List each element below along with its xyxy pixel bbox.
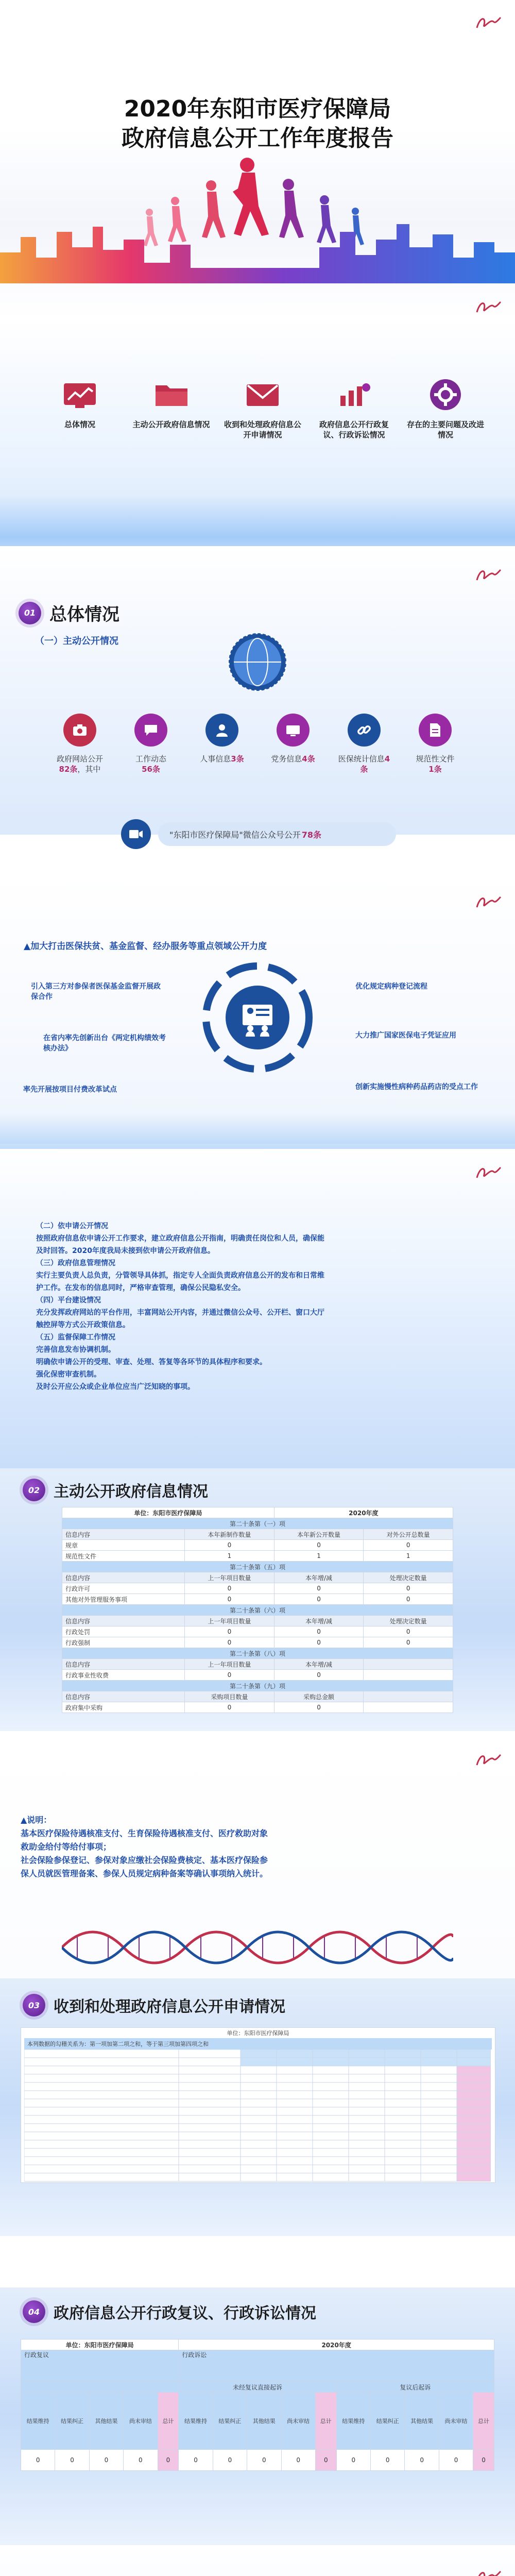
globe-illustration <box>227 631 288 693</box>
table-cell: 0 <box>274 1626 364 1637</box>
table-cell: 信息内容 <box>62 1529 185 1540</box>
table-cell: 1 <box>364 1551 453 1562</box>
table-cell: 规范性文件 <box>62 1551 185 1562</box>
brand-flourish-icon <box>475 894 503 911</box>
table-subgroup-header: 未经复议直接起诉 <box>179 2382 336 2393</box>
table-cell: 0 <box>336 2450 370 2471</box>
person-icon <box>205 714 238 747</box>
table-cell: 本年增/减 <box>274 1616 364 1626</box>
timeline-right-item: 大力推广国家医保电子凭证应用 <box>355 1031 456 1040</box>
table-row <box>62 1572 453 1583</box>
table-section-header: 第二十条第（六）项 <box>62 1605 453 1616</box>
nav-item-overview[interactable] <box>41 376 118 440</box>
section-number: 02 <box>23 1479 45 1501</box>
table-section-header: 第二十条第（九）项 <box>62 1681 453 1691</box>
table-cell: 1 <box>185 1551 274 1562</box>
stats-icon <box>336 376 373 413</box>
table-cell: 信息内容 <box>62 1691 185 1702</box>
section-title: 收到和处理政府信息公开申请情况 <box>54 1998 285 2016</box>
table-unit: 单位：东阳市医疗保障局 <box>62 1507 274 1518</box>
table-column-header: 总计 <box>158 2393 179 2450</box>
table-cell <box>364 1691 453 1702</box>
table-cell: 1 <box>274 1551 364 1562</box>
brand-flourish-icon <box>475 1752 503 1769</box>
table-cell <box>364 1702 453 1713</box>
table-column-header: 结果纠正 <box>55 2393 89 2450</box>
section-title: 政府信息公开行政复议、行政诉讼情况 <box>54 2304 316 2323</box>
table-cell: 上一年项目数量 <box>185 1616 274 1626</box>
table-cell: 0 <box>364 1626 453 1637</box>
table-cell: 0 <box>21 2450 55 2471</box>
video-icon <box>121 819 151 849</box>
nav-label: 收到和处理政府信息公开申请情况 <box>224 420 302 439</box>
applications-grid <box>24 2049 491 2183</box>
table-year: 2020年度 <box>179 2340 494 2350</box>
city-skyline-illustration <box>0 216 515 283</box>
table-cell: 行政强制 <box>62 1637 185 1648</box>
stat-label: 规范性文件 1条 <box>416 754 455 774</box>
table-row <box>62 1626 453 1637</box>
table-cell: 0 <box>247 2450 281 2471</box>
table-row <box>62 1681 453 1691</box>
table-cell: 其他对外管理服务事项 <box>62 1594 185 1605</box>
wechat-row <box>121 819 396 849</box>
stat-label: 党务信息4条 <box>271 754 315 764</box>
section1-header <box>19 600 119 625</box>
table-row <box>21 2393 494 2450</box>
camera-icon <box>63 714 96 747</box>
table-row <box>62 1518 453 1529</box>
table-cell: 0 <box>185 1702 274 1713</box>
brand-flourish-icon <box>475 14 503 32</box>
table-cell: 0 <box>364 1594 453 1605</box>
table-cell: 本年增/减 <box>274 1659 364 1670</box>
nav-item-applications[interactable] <box>224 376 301 440</box>
table-column-header: 总计 <box>473 2393 494 2450</box>
section-number: 04 <box>23 2300 45 2323</box>
table-row <box>62 1702 453 1713</box>
timeline-left-item: 率先开展按项目付费改革试点 <box>23 1086 117 1094</box>
link-icon <box>348 714 381 747</box>
table-cell: 上一年项目数量 <box>185 1572 274 1583</box>
table-cell: 信息内容 <box>62 1572 185 1583</box>
table-column-header: 尚未审结 <box>281 2393 315 2450</box>
report-title-line2: 政府信息公开工作年度报告 <box>122 125 393 151</box>
stat-item <box>52 714 108 774</box>
table-cell: 0 <box>158 2450 179 2471</box>
table-row <box>62 1551 453 1562</box>
mail-icon <box>244 376 281 413</box>
table-cell: 0 <box>185 1583 274 1594</box>
table-row <box>21 2350 494 2382</box>
stat-item <box>194 714 250 774</box>
nav-item-problems[interactable] <box>407 376 484 440</box>
table-column-header: 结果维持 <box>336 2393 370 2450</box>
table-cell: 0 <box>315 2450 336 2471</box>
timeline-left-item: 引入第三方对参保者医保基金监督开展政保合作 <box>31 982 161 1001</box>
nav-row <box>41 376 484 440</box>
table-cell: 行政许可 <box>62 1583 185 1594</box>
section4-header <box>23 2300 316 2323</box>
table-cell <box>364 1659 453 1670</box>
table-caption: 单位：东阳市医疗保障局 <box>227 2030 289 2037</box>
table-cell: 行政处罚 <box>62 1626 185 1637</box>
brand-flourish-icon <box>475 567 503 584</box>
stat-item <box>336 714 392 774</box>
table-cell: 0 <box>185 1594 274 1605</box>
table-cell: 0 <box>179 2450 213 2471</box>
table-column-header: 尚未审结 <box>439 2393 473 2450</box>
table-row <box>62 1562 453 1572</box>
table-cell: 0 <box>274 1637 364 1648</box>
timeline-right-item: 创新实施慢性病种药品药店的受点工作 <box>355 1083 478 1091</box>
table-row <box>62 1691 453 1702</box>
table-cell: 0 <box>281 2450 315 2471</box>
table-row <box>62 1594 453 1605</box>
tv-icon <box>277 714 310 747</box>
active-disclosure-table <box>62 1507 453 1713</box>
section2-header <box>23 1479 208 1501</box>
nav-label: 政府信息公开行政复议、行政诉讼情况 <box>319 420 389 439</box>
table-cell <box>364 1670 453 1681</box>
table-cell: 上一年项目数量 <box>185 1659 274 1670</box>
review-litigation-table <box>21 2339 494 2471</box>
table-row <box>62 1637 453 1648</box>
section2-note: ▲说明： 基本医疗保险待遇核准支付、生育保险待遇核准支付、医疗救助对象 救助金给付等给付事项； 社会保险参保登记、参保对象应缴社会保险费核定、基本医疗保险参 保人员就医管理备案、参保人员规定病种备案等确认事项纳入统计。 <box>21 1815 268 1878</box>
table-row <box>62 1583 453 1594</box>
table-column-header: 结果维持 <box>21 2393 55 2450</box>
table-column-header: 其他结果 <box>89 2393 123 2450</box>
table-row <box>21 2382 494 2393</box>
table-cell: 处理决定数量 <box>364 1572 453 1583</box>
table-cell: 0 <box>185 1626 274 1637</box>
table-subgroup-header: 复议后起诉 <box>336 2382 494 2393</box>
wechat-pill: "东阳市医疗保障局"微信公众号公开 78条 <box>158 822 396 846</box>
table-group-header: 行政诉讼 <box>179 2350 494 2382</box>
table-column-header: 其他结果 <box>405 2393 439 2450</box>
stat-label: 政府网站公开82条，其中 <box>56 754 103 774</box>
table-row <box>62 1670 453 1681</box>
table-column-header: 结果纠正 <box>213 2393 247 2450</box>
stat-label: 人事信息3条 <box>200 754 244 764</box>
table-cell: 采购项目数量 <box>185 1691 274 1702</box>
table-cell: 本年增/减 <box>274 1572 364 1583</box>
table-header: 本列数据的勾稽关系为：第一项加第二项之和，等于第三项加第四项之和 <box>24 2038 492 2049</box>
table-row <box>21 2450 494 2471</box>
timeline-heading: ▲加大打击医保扶贫、基金监督、经办服务等重点领域公开力度 <box>24 941 267 952</box>
focus-hub-illustration <box>198 958 317 1077</box>
section-number: 03 <box>23 1994 45 2016</box>
folder-icon <box>153 376 190 413</box>
table-cell: 0 <box>55 2450 89 2471</box>
table-cell: 信息内容 <box>62 1659 185 1670</box>
table-cell: 0 <box>473 2450 494 2471</box>
dna-helix-illustration <box>62 1927 453 1968</box>
table-cell: 0 <box>405 2450 439 2471</box>
stat-item <box>265 714 321 774</box>
chart-icon <box>61 376 98 413</box>
stat-label: 医保统计信息4条 <box>338 754 390 774</box>
table-unit: 单位：东阳市医疗保障局 <box>21 2340 179 2350</box>
table-row <box>62 1648 453 1659</box>
nav-item-active-disclosure[interactable] <box>133 376 210 440</box>
table-cell: 本年新公开数量 <box>274 1529 364 1540</box>
table-column-header: 尚未审结 <box>124 2393 158 2450</box>
timeline-right-item: 优化规定病种登记流程 <box>355 982 427 991</box>
table-cell: 0 <box>185 1540 274 1551</box>
gear-icon <box>427 376 464 413</box>
stats-row <box>52 714 464 774</box>
section-title: 主动公开政府信息情况 <box>54 1483 208 1501</box>
section-number: 01 <box>19 602 41 624</box>
stat-label: 工作动态 56条 <box>135 754 166 774</box>
table-cell: 0 <box>364 1583 453 1594</box>
table-cell: 0 <box>274 1583 364 1594</box>
nav-label: 存在的主要问题及改进情况 <box>407 420 485 439</box>
timeline-left-item: 在省内率先创新出台《两定机构绩效考核办法》 <box>43 1034 166 1053</box>
table-cell: 行政事业性收费 <box>62 1670 185 1681</box>
table-cell: 处理决定数量 <box>364 1616 453 1626</box>
stat-item <box>123 714 179 774</box>
table-row <box>62 1529 453 1540</box>
table-row <box>62 1659 453 1670</box>
report-title-line1: 2020年东阳市医疗保障局 <box>124 96 391 122</box>
table-cell: 采购总金额 <box>274 1691 364 1702</box>
table-cell: 0 <box>274 1670 364 1681</box>
table-cell: 政府集中采购 <box>62 1702 185 1713</box>
section1b-text: （二）依申请公开情况 按照政府信息依申请公开工作要求，建立政府信息公开指南，明确责任岗位和人员，确保能 及时回答。2020年度我局未接到依申请公开政府信息。 （三）政府信息管理情况 实行主要负责人总负责，分管领导具体抓，指定专人全面负责政府信息公开的发布和日常维 护工作。在发布的信息同时，严格审查管理，确保公民隐私安全。 （四）平台建设情况 充分发挥政府网站的平台作用，丰富网站公开内容，并通过微信公众号、公开栏、窗口大厅 触控屏等方式公开政策信息。 （五）监督保障工作情况 完善信息发布协调机制。 明确依申请公开的受理、审查、处理、答复等各环节的具体程序和要求。 强化保密审查机制。 及时公开应公众或企业单位应当广泛知晓的事项。 <box>36 1222 324 1391</box>
table-cell: 0 <box>185 1670 274 1681</box>
section-subtitle: （一）主动公开情况 <box>35 636 118 647</box>
table-row <box>62 1540 453 1551</box>
stat-item <box>407 714 464 774</box>
section-title: 总体情况 <box>49 604 119 625</box>
table-cell: 0 <box>364 1637 453 1648</box>
brand-flourish-icon <box>475 299 503 316</box>
table-section-header: 第二十条第（一）项 <box>62 1518 453 1529</box>
nav-label: 总体情况 <box>64 420 95 429</box>
section3-header <box>23 1994 285 2016</box>
section5-band <box>0 2545 515 2576</box>
table-cell: 本年新制作数量 <box>185 1529 274 1540</box>
table-cell <box>21 2382 179 2393</box>
table-column-header: 结果维持 <box>179 2393 213 2450</box>
applications-table <box>21 2027 495 2183</box>
brand-flourish-icon <box>475 1164 503 1182</box>
table-cell: 0 <box>274 1702 364 1713</box>
nav-item-review-litigation[interactable] <box>316 376 393 440</box>
table-cell: 0 <box>439 2450 473 2471</box>
table-cell: 0 <box>185 1637 274 1648</box>
table-column-header: 总计 <box>315 2393 336 2450</box>
table-cell: 0 <box>213 2450 247 2471</box>
table-section-header: 第二十条第（五）项 <box>62 1562 453 1572</box>
table-cell: 对外公开总数量 <box>364 1529 453 1540</box>
table-row <box>62 1616 453 1626</box>
table-group-header: 行政复议 <box>21 2350 179 2382</box>
table-cell: 0 <box>274 1540 364 1551</box>
table-cell: 0 <box>371 2450 405 2471</box>
table-cell: 0 <box>124 2450 158 2471</box>
table-row <box>62 1605 453 1616</box>
table-column-header: 其他结果 <box>247 2393 281 2450</box>
table-section-header: 第二十条第（八）项 <box>62 1648 453 1659</box>
table-cell: 0 <box>274 1594 364 1605</box>
nav-label: 主动公开政府信息情况 <box>132 420 210 429</box>
table-cell: 0 <box>364 1540 453 1551</box>
brand-flourish-icon <box>475 2568 503 2576</box>
document-icon <box>419 714 452 747</box>
table-cell: 规章 <box>62 1540 185 1551</box>
chat-icon <box>134 714 167 747</box>
table-cell: 0 <box>89 2450 123 2471</box>
table-year: 2020年度 <box>274 1507 453 1518</box>
table-column-header: 结果纠正 <box>371 2393 405 2450</box>
table-cell: 信息内容 <box>62 1616 185 1626</box>
